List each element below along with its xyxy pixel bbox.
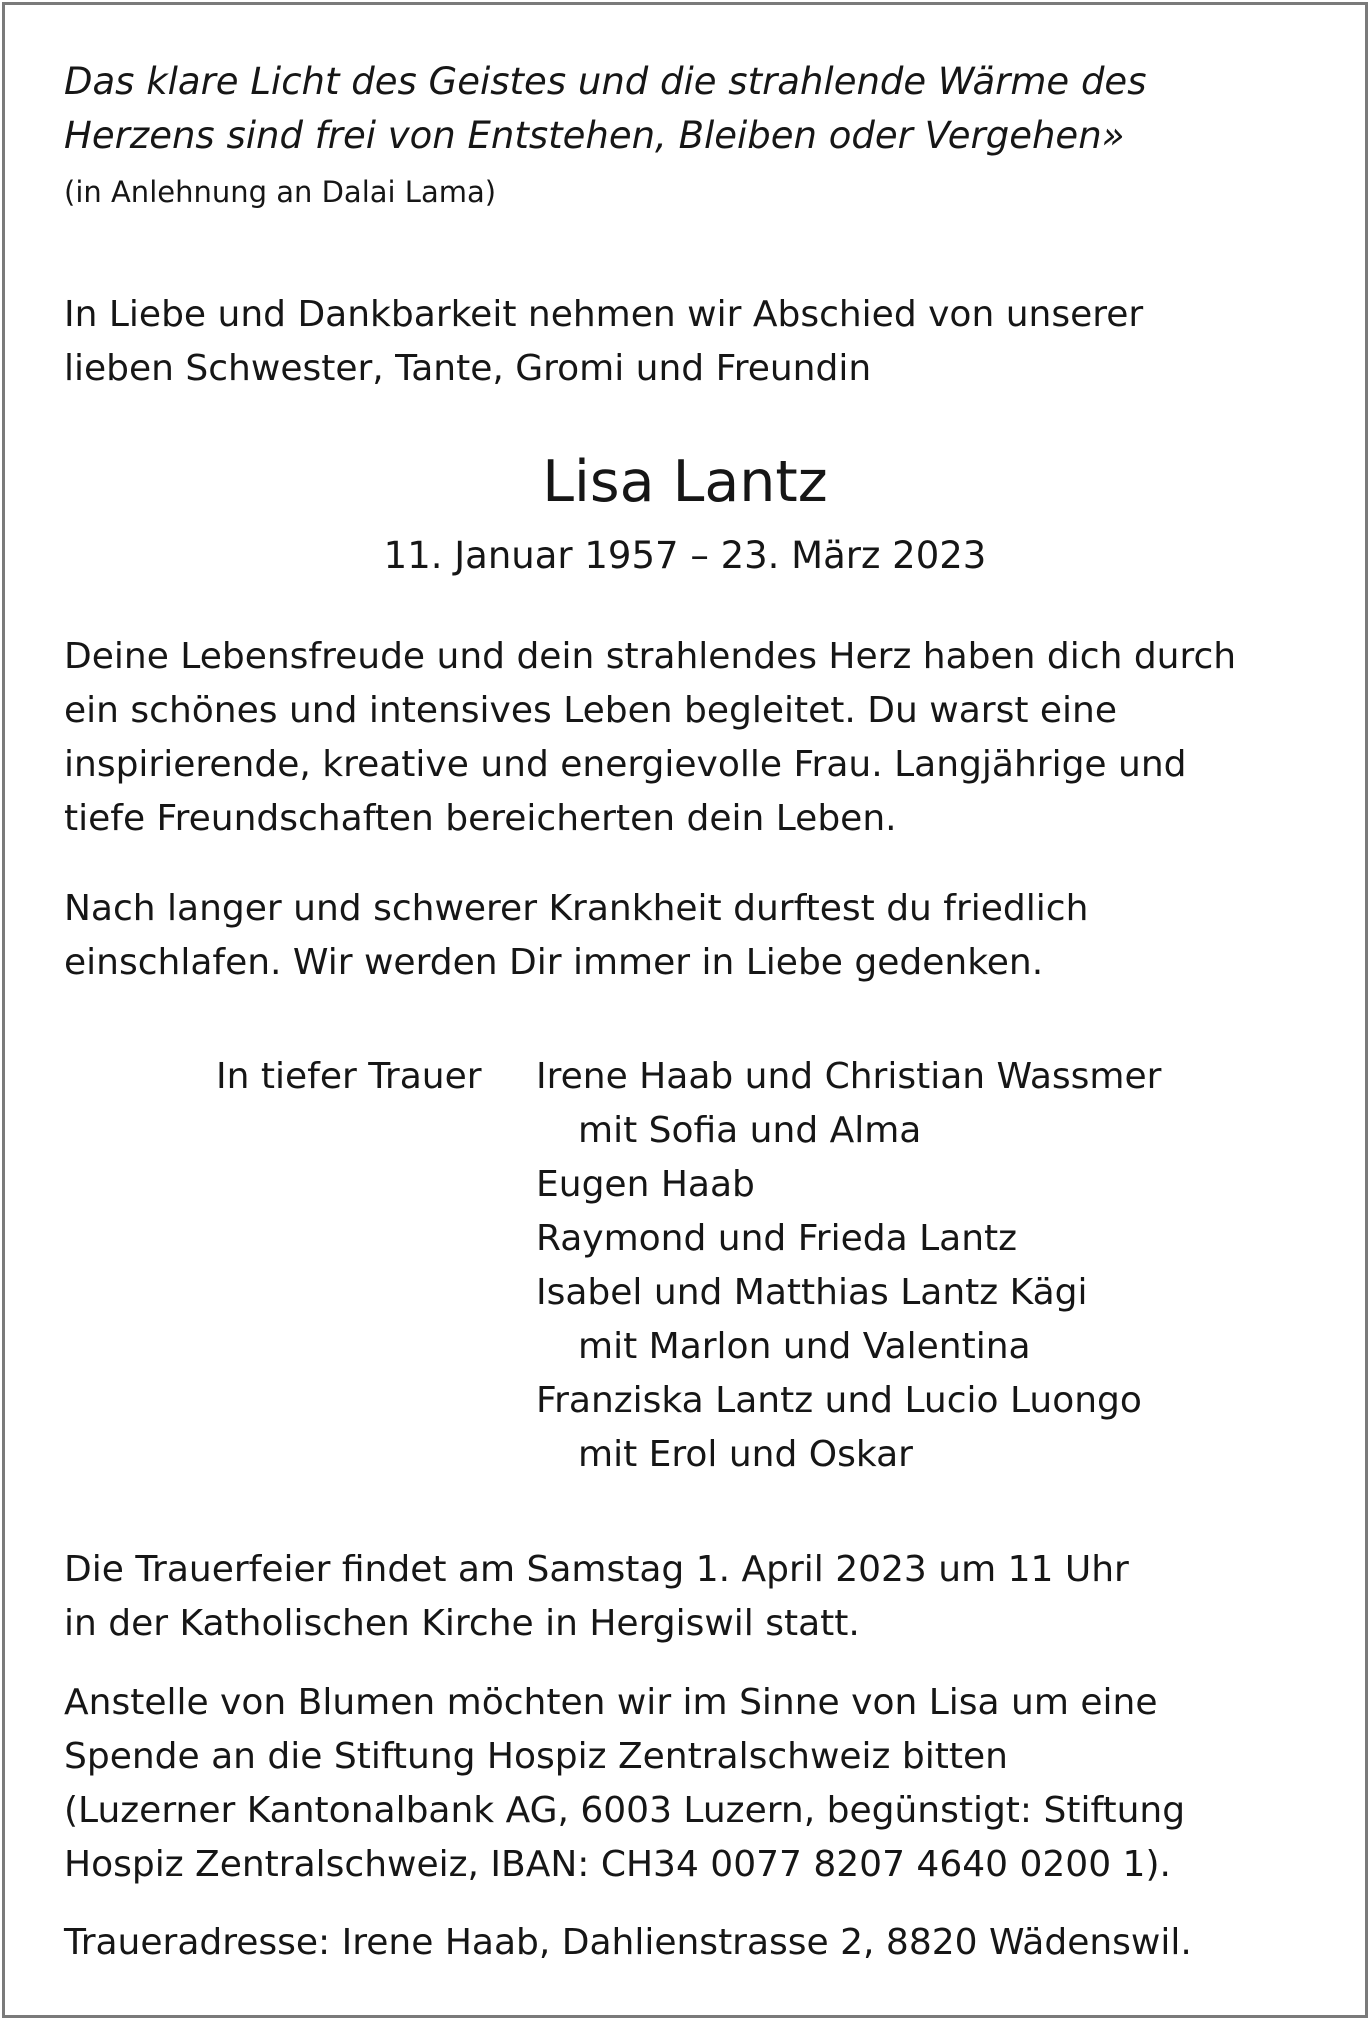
deceased-name: Lisa Lantz — [542, 449, 828, 515]
mourner-subentry: mit Sofia und Alma — [578, 1110, 922, 1151]
tribute-line: inspirierende, kreative und energievolle Frau. Langjährige und — [64, 744, 1187, 785]
mourners-list — [536, 1050, 1161, 1482]
mourner-entry: Isabel und Matthias Lantz Kägi — [536, 1272, 1088, 1313]
intro-text — [64, 288, 1143, 396]
mourner-subentry: mit Erol und Oskar — [578, 1434, 913, 1475]
tribute-line: Deine Lebensfreude und dein strahlendes Herz haben dich durch — [64, 636, 1237, 677]
donation-line: Anstelle von Blumen möchten wir im Sinne von Lisa um eine — [64, 1682, 1158, 1723]
mourner-entry: Raymond und Frieda Lantz — [536, 1218, 1018, 1259]
farewell-paragraph — [64, 882, 1088, 990]
mourner-subentry: mit Marlon und Valentina — [578, 1326, 1031, 1367]
donation-line: Hospiz Zentralschweiz, IBAN: CH34 0077 8207 4640 0200 1). — [64, 1844, 1171, 1885]
tribute-paragraph — [64, 630, 1236, 846]
intro-line: In Liebe und Dankbarkeit nehmen wir Abschied von unserer — [64, 294, 1144, 335]
farewell-line: einschlafen. Wir werden Dir immer in Liebe gedenken. — [64, 942, 1044, 983]
donation-line: Spende an die Stiftung Hospiz Zentralschweiz bitten — [64, 1736, 1008, 1777]
mourning-address: Traueradresse: Irene Haab, Dahlienstrasse 2, 8820 Wädenswil. — [64, 1922, 1192, 1963]
mourner-entry: Franziska Lantz und Lucio Luongo — [536, 1380, 1142, 1421]
donation-info — [64, 1676, 1185, 1892]
quote — [64, 55, 1146, 163]
funeral-line: in der Katholischen Kirche in Hergiswil statt. — [64, 1603, 860, 1644]
quote-source: (in Anlehnung an Dalai Lama) — [64, 175, 497, 209]
quote-line: Herzens sind frei von Entstehen, Bleiben oder Vergehen» — [64, 114, 1125, 157]
quote-line: Das klare Licht des Geistes und die strahlende Wärme des — [64, 60, 1147, 103]
funeral-line: Die Trauerfeier findet am Samstag 1. April 2023 um 11 Uhr — [64, 1549, 1129, 1590]
farewell-line: Nach langer und schwerer Krankheit durftest du friedlich — [64, 888, 1089, 929]
mourner-entry: Eugen Haab — [536, 1164, 755, 1205]
tribute-line: tiefe Freundschaften bereicherten dein Leben. — [64, 798, 897, 839]
mourner-entry: Irene Haab und Christian Wassmer — [536, 1056, 1162, 1097]
intro-line: lieben Schwester, Tante, Gromi und Freundin — [64, 348, 872, 389]
life-dates: 11. Januar 1957 – 23. März 2023 — [383, 534, 987, 577]
tribute-line: ein schönes und intensives Leben begleitet. Du warst eine — [64, 690, 1118, 731]
mourners-label: In tiefer Trauer — [216, 1056, 482, 1097]
donation-line: (Luzerner Kantonalbank AG, 6003 Luzern, begünstigt: Stiftung — [64, 1790, 1186, 1831]
funeral-info — [64, 1543, 1129, 1651]
